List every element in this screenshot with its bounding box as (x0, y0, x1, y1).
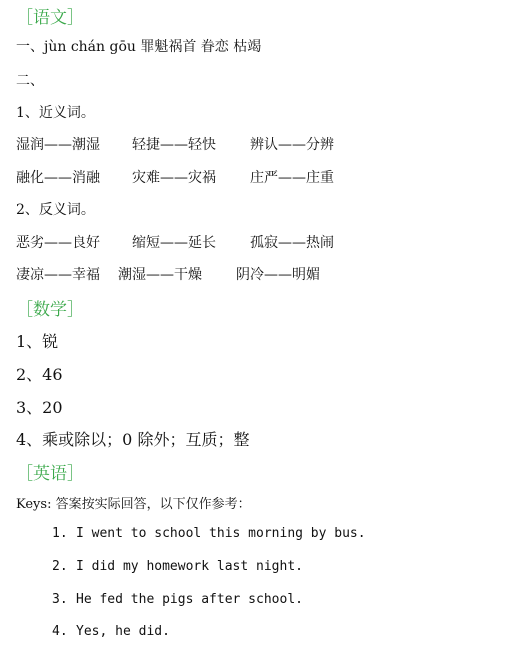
synonym-pair: 辨认——分辨 (250, 137, 334, 153)
synonym-pair: 融化——消融 (16, 170, 100, 186)
math-heading: ［数学］ (16, 300, 84, 320)
antonyms-title: 2、反义词。 (16, 202, 95, 218)
math-answer: 2、46 (16, 365, 63, 384)
english-keys-note: Keys: 答案按实际回答，以下仅作参考： (16, 497, 251, 512)
english-heading: ［英语］ (16, 464, 84, 484)
synonyms-title: 1、近义词。 (16, 105, 95, 121)
math-answer: 1、锐 (16, 332, 59, 351)
item-number: 3. (52, 592, 68, 607)
item-text: He fed the pigs after school. (76, 592, 303, 607)
antonym-pair: 孤寂——热闹 (250, 235, 334, 251)
item-number: 2. (52, 559, 68, 574)
item-number: 4. (52, 624, 68, 639)
antonym-pair: 阴冷——明媚 (236, 267, 320, 283)
synonym-pair: 灾难——灾祸 (132, 170, 216, 186)
item-text: I went to school this morning by bus. (76, 526, 366, 541)
item-text: I did my homework last night. (76, 559, 303, 574)
antonym-pair: 凄凉——幸福 (16, 267, 100, 283)
antonym-pair: 潮湿——干燥 (118, 267, 202, 283)
item-number: 1. (52, 526, 68, 541)
chinese-line-1: 一、jùn chán gōu 罪魁祸首 眷恋 枯竭 (16, 39, 262, 55)
antonym-pair: 缩短——延长 (132, 235, 216, 251)
item-text: Yes, he did. (76, 624, 170, 639)
synonym-pair: 湿润——潮湿 (16, 137, 100, 153)
chinese-heading: ［语文］ (16, 8, 84, 28)
antonym-pair: 恶劣——良好 (16, 235, 100, 251)
math-answer: 4、乘或除以；0 除外；互质；整 (16, 430, 250, 449)
math-answer: 3、20 (16, 398, 63, 417)
synonym-pair: 轻捷——轻快 (132, 137, 216, 153)
synonym-pair: 庄严——庄重 (250, 170, 334, 186)
chinese-section-2: 二、 (16, 73, 44, 89)
